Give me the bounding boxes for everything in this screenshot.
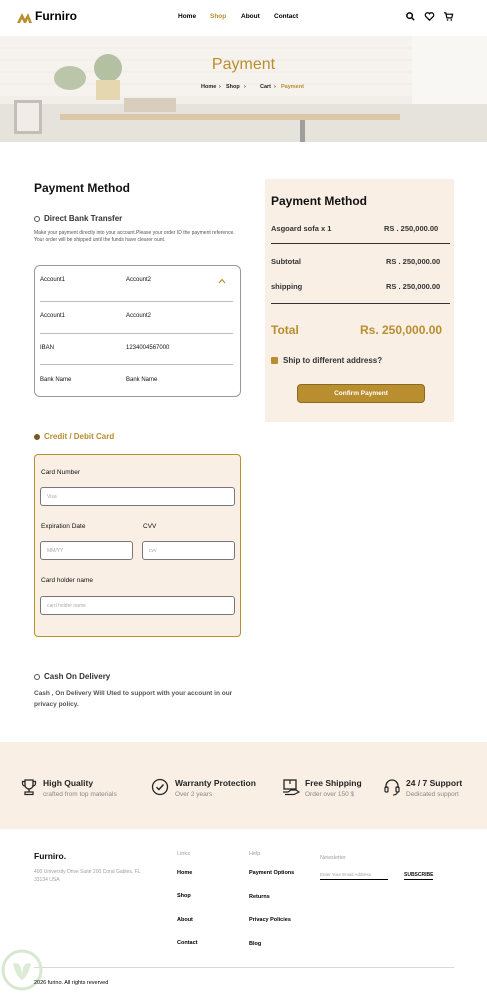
check-badge-icon: [151, 778, 169, 796]
brand-name[interactable]: Furniro: [35, 9, 77, 23]
footer-link-payment-options[interactable]: Payment Options: [249, 870, 295, 876]
summary-title: Payment Method: [271, 194, 368, 208]
bank-name-value: Bank Name: [126, 377, 158, 383]
footer-link-privacy[interactable]: Privacy Policies: [249, 917, 291, 923]
nav-contact[interactable]: Contact: [274, 13, 299, 20]
subtotal-label: Subtotal: [271, 257, 301, 266]
bank-transfer-note: Make your payment directly into your account.Please your order ID the payment reference. Your order will be shipped until the funds have clearer ount.: [34, 230, 235, 243]
bank-name-label: Bank Name: [40, 377, 72, 383]
search-icon[interactable]: [405, 11, 416, 22]
feature-title: High Quality: [43, 778, 94, 788]
cart-icon[interactable]: [443, 11, 454, 22]
newsletter-heading: Newsletter: [320, 855, 346, 861]
footer-link-contact[interactable]: Contact: [177, 940, 198, 946]
subtotal-value: RS . 250,000.00: [386, 257, 441, 266]
footer-link-blog[interactable]: Blog: [249, 941, 262, 947]
expiration-label: Expiration Date: [41, 523, 86, 530]
ship-different-checkbox[interactable]: [271, 357, 278, 364]
card-number-input[interactable]: Visa: [40, 487, 235, 506]
card-radio[interactable]: [34, 434, 40, 440]
cvv-input[interactable]: cvv: [142, 541, 235, 560]
divider: [271, 303, 450, 304]
payment-method-heading: Payment Method: [34, 181, 131, 195]
card-holder-input[interactable]: card holder name: [40, 596, 235, 615]
footer-address: 400 University Drive Suite 200 Coral Gables, FL 33134 USA: [34, 869, 141, 883]
cvv-label: CVV: [143, 523, 157, 530]
footer-link-returns[interactable]: Returns: [249, 894, 270, 900]
site-header: [0, 0, 487, 36]
card-number-label: Card Number: [41, 469, 81, 476]
copyright: 2026 furino. All rights reverved: [34, 980, 109, 986]
page-title: Payment: [211, 56, 276, 73]
total-value: Rs. 250,000.00: [360, 323, 443, 337]
feature-subtitle: crafted from top materials: [43, 791, 117, 798]
expiration-input[interactable]: MM/YY: [40, 541, 133, 560]
nav-about[interactable]: About: [241, 13, 260, 20]
footer-link-about[interactable]: About: [177, 917, 193, 923]
card-holder-label: Card holder name: [41, 577, 94, 584]
cod-note: Cash , On Delivery Will Uted to support with your account in our privacy policy.: [34, 690, 233, 708]
ship-different-label[interactable]: Ship to different address?: [283, 356, 383, 365]
cod-radio[interactable]: [34, 674, 40, 680]
account-tab-1[interactable]: Account1: [40, 277, 66, 283]
shipping-value: RS . 250,000.00: [386, 282, 441, 291]
divider: [40, 364, 233, 365]
confirm-payment-button[interactable]: Confirm Payment: [297, 384, 425, 403]
iban-label: IBAN: [40, 345, 55, 351]
divider: [40, 333, 233, 334]
nav-shop[interactable]: Shop: [210, 13, 227, 20]
shipping-label: shipping: [271, 282, 303, 291]
divider: [34, 967, 454, 968]
trophy-icon: [20, 778, 38, 796]
footer-brand: Furniro.: [34, 851, 67, 861]
breadcrumb-cart[interactable]: Cart: [260, 84, 272, 90]
divider: [40, 301, 233, 302]
bank-transfer-label[interactable]: Direct Bank Transfer: [44, 214, 123, 223]
account-row-value: Account2: [126, 313, 152, 319]
breadcrumb-separator-icon: ›: [244, 84, 246, 90]
nav-home[interactable]: Home: [178, 13, 197, 20]
feature-subtitle: Over 2 years: [175, 791, 213, 798]
chevron-up-icon[interactable]: [218, 278, 226, 284]
subscribe-button[interactable]: SUBSCRIBE: [404, 872, 434, 878]
account-row-key: Account1: [40, 313, 66, 319]
feature-subtitle: Order over 150 $: [305, 791, 355, 798]
feature-subtitle: Dedicated support: [406, 791, 459, 798]
iban-value: 1234004567000: [126, 345, 170, 351]
heart-icon[interactable]: [424, 11, 435, 22]
breadcrumb-shop[interactable]: Shop: [226, 84, 240, 90]
furniro-logo-icon: [17, 11, 32, 23]
feature-title: 24 / 7 Support: [406, 778, 463, 788]
total-label: Total: [271, 323, 299, 337]
breadcrumb-separator-icon: ›: [219, 84, 221, 90]
footer-link-shop[interactable]: Shop: [177, 893, 191, 899]
summary-item-name: Asgoard sofa x 1: [271, 224, 332, 233]
footer-link-home[interactable]: Home: [177, 870, 193, 876]
account-tab-2[interactable]: Account2: [126, 277, 152, 283]
shipping-box-icon: [282, 778, 300, 796]
footer-links-heading: Links: [177, 851, 190, 857]
divider: [271, 243, 450, 244]
headset-icon: [383, 778, 401, 796]
summary-item-price: RS . 250,000.00: [384, 224, 439, 233]
breadcrumb-current: Payment: [281, 84, 304, 90]
feature-title: Warranty Protection: [175, 778, 256, 788]
breadcrumb-separator-icon: ›: [274, 84, 276, 90]
footer-help-heading: Help: [249, 851, 261, 857]
newsletter-email-input[interactable]: Enter Your Email Address: [320, 872, 388, 880]
cod-label[interactable]: Cash On Delivery: [44, 672, 111, 681]
bank-transfer-radio[interactable]: [34, 216, 40, 222]
breadcrumb-home[interactable]: Home: [201, 84, 217, 90]
feature-title: Free Shipping: [305, 778, 362, 788]
card-option-label[interactable]: Credit / Debit Card: [44, 432, 115, 441]
